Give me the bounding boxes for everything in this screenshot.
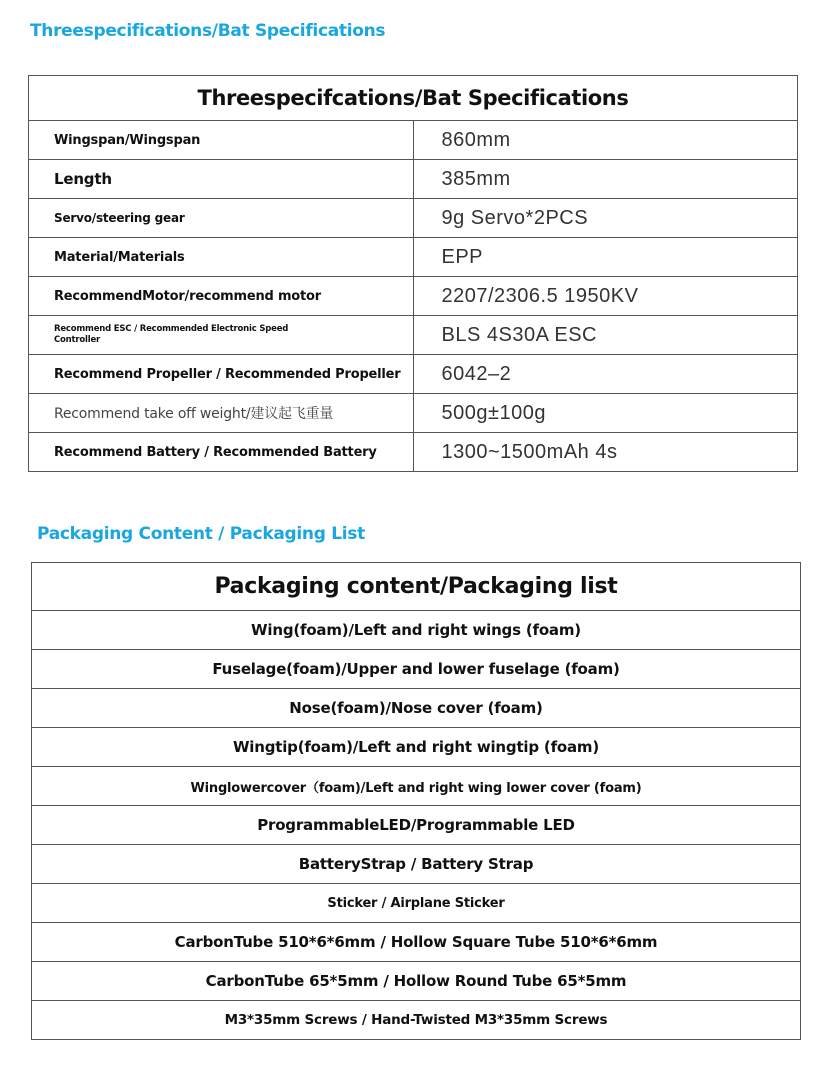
packaging-table-header-row: [32, 563, 801, 611]
spec-value: 9g Servo*2PCS: [413, 199, 798, 238]
table-row: [29, 355, 798, 394]
table-row: [32, 845, 801, 884]
table-row: [29, 277, 798, 316]
packaging-item: CarbonTube 65*5mm / Hollow Round Tube 65*5mm: [32, 962, 801, 1001]
table-row: [29, 394, 798, 433]
spec-label: Recommend Battery / Recommended Battery: [29, 433, 414, 472]
spec-value: 1300~1500mAh 4s: [413, 433, 798, 472]
table-row: [32, 1001, 801, 1040]
packaging-item: M3*35mm Screws / Hand-Twisted M3*35mm Screws: [32, 1001, 801, 1040]
spec-label: Wingspan/Wingspan: [29, 121, 414, 160]
spec-value: 385mm: [413, 160, 798, 199]
table-row: [32, 728, 801, 767]
spec-value: BLS 4S30A ESC: [413, 316, 798, 355]
spec-value: EPP: [413, 238, 798, 277]
packaging-item: BatteryStrap / Battery Strap: [32, 845, 801, 884]
spec-label: [29, 316, 414, 355]
spec-label-text: Recommend ESC / Recommended Electronic Speed Controller: [54, 324, 289, 345]
spec-label: Length: [29, 160, 414, 199]
table-row: [29, 121, 798, 160]
table-row: [32, 767, 801, 806]
specs-section-heading: Threespecifications/Bat Specifications: [30, 21, 386, 41]
packaging-item: Fuselage(foam)/Upper and lower fuselage (foam): [32, 650, 801, 689]
packaging-table-title: Packaging content/Packaging list: [32, 563, 801, 611]
table-row: [32, 611, 801, 650]
table-row: [29, 316, 798, 355]
table-row: [32, 650, 801, 689]
specs-table: [28, 75, 798, 472]
spec-value: 6042–2: [413, 355, 798, 394]
spec-label: RecommendMotor/recommend motor: [29, 277, 414, 316]
packaging-item: CarbonTube 510*6*6mm / Hollow Square Tube 510*6*6mm: [32, 923, 801, 962]
table-row: [32, 884, 801, 923]
spec-label: Recommend Propeller / Recommended Propeller: [29, 355, 414, 394]
table-row: [32, 689, 801, 728]
spec-label: Material/Materials: [29, 238, 414, 277]
table-row: [32, 962, 801, 1001]
specs-table-header-row: [29, 76, 798, 121]
spec-label: Servo/steering gear: [29, 199, 414, 238]
table-row: [29, 160, 798, 199]
specs-table-title: Threespecifcations/Bat Specifications: [29, 76, 798, 121]
table-row: [29, 433, 798, 472]
spec-value: 860mm: [413, 121, 798, 160]
table-row: [32, 806, 801, 845]
packaging-section-heading: Packaging Content / Packaging List: [37, 524, 365, 544]
table-row: [29, 238, 798, 277]
packaging-item: Wingtip(foam)/Left and right wingtip (foam): [32, 728, 801, 767]
spec-value: 2207/2306.5 1950KV: [413, 277, 798, 316]
packaging-item: Winglowercover（foam)/Left and right wing lower cover (foam): [32, 767, 801, 806]
table-row: [29, 199, 798, 238]
spec-label: Recommend take off weight/建议起飞重量: [29, 394, 414, 433]
packaging-table: [31, 562, 801, 1040]
table-row: [32, 923, 801, 962]
spec-value: 500g±100g: [413, 394, 798, 433]
packaging-item: ProgrammableLED/Programmable LED: [32, 806, 801, 845]
packaging-item: Nose(foam)/Nose cover (foam): [32, 689, 801, 728]
packaging-item: Sticker / Airplane Sticker: [32, 884, 801, 923]
packaging-item: Wing(foam)/Left and right wings (foam): [32, 611, 801, 650]
